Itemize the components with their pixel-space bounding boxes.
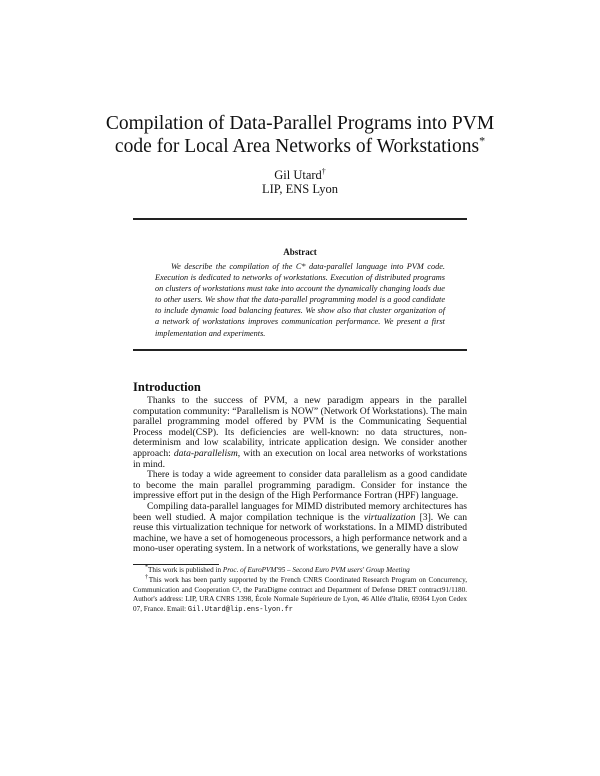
introduction-body xyxy=(133,396,467,555)
intro-p3-text-a: Compiling data-parallel languages for MIMD distributed memory architectures has been well studied. A major compilation technique is the xyxy=(133,500,467,523)
intro-p3-text-b: [3]. We can reuse this virtualization technique for network of workstations. In a MIMD distributed machine, we have a set of homogeneous processors, a high performance network and a mono-user operating system. In a network of workstations, we generally have a slow xyxy=(133,511,467,555)
footnote-2-text-a: This work has been partly supported by the French CNRS Coordinated Research Program on Concurrency, Communication and Cooperation xyxy=(133,575,468,594)
intro-paragraph-2: There is today a wide agreement to consider data parallelism as a good candidate to become the main parallel programming paradigm. Consider for instance the impressive effort put in the design of the High Performance Fortran (HPF) language. xyxy=(133,469,467,502)
footnote-1-text: This work is published in xyxy=(148,566,223,574)
footnote-2-text-b: , the ParaDigme contract and Department of Defense DRET contract91/1180. Author's address: LIP, URA CNRS 1398, École Normale Supérieure de Lyon, 46 Allée d'Italie, 69364 Lyon Cedex 07, France. Email: xyxy=(133,585,468,614)
title-line-2 xyxy=(100,135,500,158)
title-footnote-mark: * xyxy=(479,133,486,148)
author-affiliation: LIP, ENS Lyon xyxy=(261,182,339,196)
intro-p1-emphasis: data-parallelism xyxy=(173,447,238,459)
title-line-1: Compilation of Data-Parallel Programs into PVM xyxy=(105,113,495,134)
intro-p1-text-a: Thanks to the success of PVM, a new paradigm appears in the parallel computation community: “Parallelism is NOW” (Network Of Workstations). The main parallel programming model offered by PVM is the Communicating Sequential Process model(CSP). Its deficiencies are well-known: no data structures, non-determinism and low scalability, intricate application design. We consider another approach: xyxy=(133,395,467,459)
footnote-2-mark: † xyxy=(145,574,149,581)
paper-title xyxy=(100,112,500,158)
footnote-2-symbol: C³ xyxy=(232,585,240,594)
footnote-1-mark: * xyxy=(145,564,148,571)
abstract-heading: Abstract xyxy=(283,247,317,257)
author-name-line xyxy=(150,168,450,182)
author-block xyxy=(150,168,450,196)
footnote-1 xyxy=(133,566,467,576)
footnote-2-email: Gil.Utard@lip.ens-lyon.fr xyxy=(187,606,293,615)
abstract-language-name: C* xyxy=(295,262,306,271)
intro-paragraph-3 xyxy=(133,502,467,555)
intro-paragraph-1 xyxy=(133,396,467,470)
abstract-text-1: We describe the compilation of the xyxy=(171,262,296,271)
intro-p3-emphasis: virtualization xyxy=(363,511,416,523)
author-footnote-mark: † xyxy=(321,166,326,176)
footnote-1-venue: Proc. of EuroPVM'95 – Second Euro PVM users' Group Meeting xyxy=(222,566,410,574)
bottom-rule xyxy=(133,349,467,351)
footnote-2 xyxy=(133,576,467,616)
intro-p1-text-b: , with an execution on local area networks of workstations in mind. xyxy=(133,447,467,470)
abstract-paragraph xyxy=(155,261,445,339)
author-name: Gil Utard xyxy=(274,168,322,182)
abstract-text-2: data-parallel language into PVM code. Execution is dedicated to networks of workstations. Execution of distributed programs on clusters of workstations must take into account the dynamically changing loads due to other users. We show that the data-parallel programming model is a good candidate to include dynamic load balancing features. We show also that cluster organization of a network of workstations improves communication performance. We present a first implementation and experiments. xyxy=(155,262,445,338)
top-rule xyxy=(133,218,467,220)
section-heading-introduction: Introduction xyxy=(133,380,201,394)
title-line-2-text: code for Local Area Networks of Workstations xyxy=(114,136,480,157)
abstract-body xyxy=(155,261,445,339)
footnotes xyxy=(133,566,467,616)
